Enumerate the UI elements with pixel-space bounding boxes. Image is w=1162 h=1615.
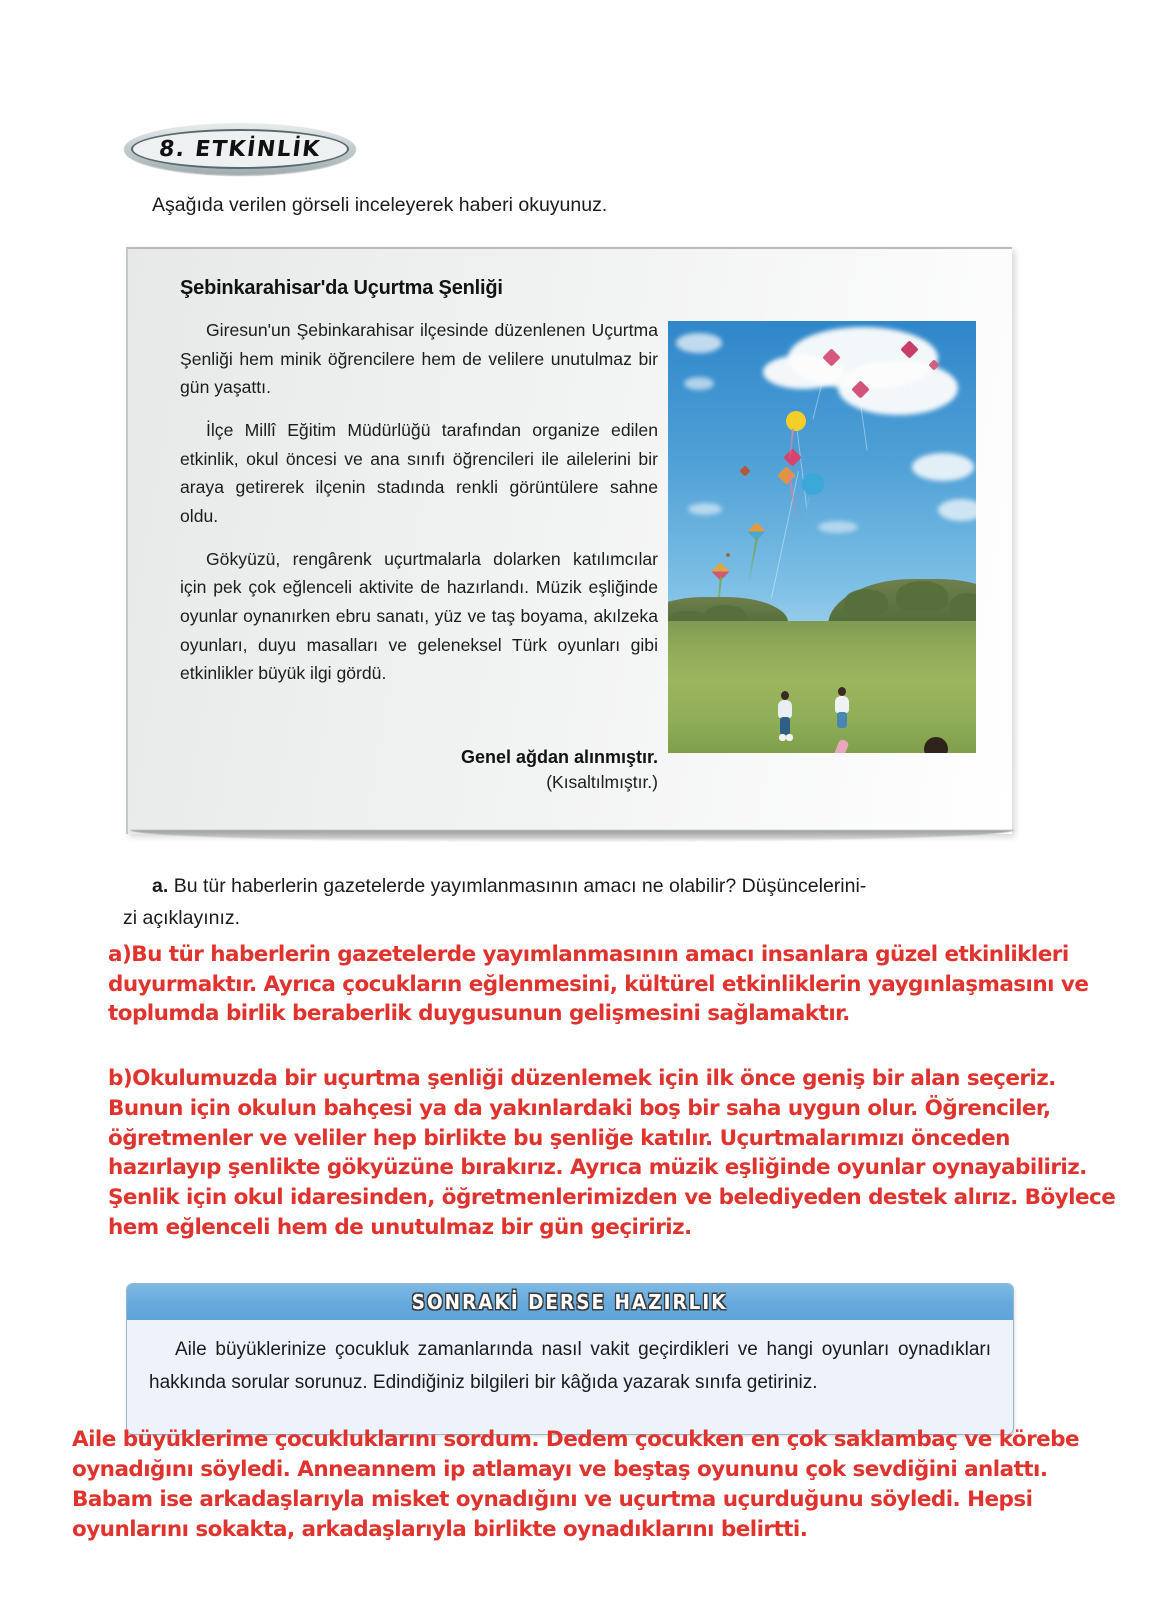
question-a-marker: a. [152,875,169,897]
kite-festival-photo [668,321,976,753]
prep-box-body: Aile büyüklerinize çocukluk zamanlarında nasıl vakit geçirdikleri ve hangi oyunları oynadıkları hakkında sorular sorunuz. Edindiğiniz bilgileri bir kâğıda yazarak sınıfa getiriniz. [149,1339,991,1393]
news-abbreviation: (Kısaltılmıştır.) [546,772,658,792]
cloud-icon [684,377,714,390]
cloud-icon [688,503,722,515]
cloud-icon [818,521,858,533]
news-credit [408,747,658,793]
news-article-text [180,277,658,702]
news-source: Genel ağdan alınmıştır. [460,747,658,767]
badge-inner-ring [131,129,349,169]
instruction-text: Aşağıda verilen görseli inceleyerek haberi okuyunuz. [152,194,608,216]
news-headline: Şebinkarahisar'da Uçurtma Şenliği [180,277,503,299]
question-a [123,872,1032,933]
cloud-icon [938,499,976,521]
question-a-line2: zi açıklayınız. [123,906,241,929]
student-answer-a: a)Bu tür haberlerin gazetelerde yayımlanmasının amacı insanlara güzel etkinlikleri duyurmaktır. Ayrıca çocukların eğlenmesini, kültürel etkinliklerin yaygınlaşmasını ve toplumda birlik beraberlik duygusunun gelişmesini sağlamaktır. [108,942,1089,1027]
question-a-line1: Bu tür haberlerin gazetelerde yayımlanmasının amacı ne olabilir? Düşüncelerini- [173,875,867,897]
news-paragraph-1: Giresun'un Şebinkarahisar ilçesinde düzenlenen Uçurtma Şenliği hem minik öğrencilere hem de velilere unutulmaz bir gün yaşattı. [180,320,658,398]
student-answer-prep: Aile büyüklerime çocukluklarını sordum. Dedem çocukken en çok saklambaç ve körebe oynadığını söyledi. Anneannem ip atlamayı ve beştaş oyununu çok sevdiğini anlattı. Babam ise arkadaşlarıyla misket oynadığını ve uçurtma uçurduğunu söyledi. Hepsi oyunlarını sokakta, arkadaşlarıyla birlikte oynadıklarını belirtti. [72,1427,1080,1543]
next-lesson-prep-box [126,1283,1014,1435]
prep-box-header [127,1284,1013,1320]
prep-box-title: SONRAKİ DERSE HAZIRLIK [412,1290,728,1314]
bush [950,593,976,617]
bush [844,589,888,615]
news-article-card [126,247,1012,834]
kite-yellow-round [786,411,806,431]
photo-grass-field [668,621,976,753]
kite-blue-round [802,473,824,495]
student-answer-b: b)Okulumuzda bir uçurtma şenliği düzenlemek için ilk önce geniş bir alan seçeriz. Bunun için okulun bahçesi ya da yakınlardaki boş bir saha uygun olur. Öğrenciler, öğretmenler ve veliler hep birlikte bu şenliğe katılır. Uçurtmalarımızı önceden hazırlayıp şenlikte gökyüzüne bırakırız. Ayrıca müzik eşliğinde oyunlar oynayabiliriz. Şenlik için okul idaresinden, öğretmenlerimizden ve belediyeden destek alırız. Böylece hem eğlenceli hem de unutulmaz bir gün geçiririz. [108,1066,1116,1240]
news-paragraph-2: İlçe Millî Eğitim Müdürlüğü tarafından organize edilen etkinlik, okul öncesi ve ana sınıfı öğrencileri ile ailelerini bir araya getirerek ilçenin stadında renkli görüntülere sahne oldu. [180,420,658,527]
activity-badge-label: 8. ETKİNLİK [157,136,323,162]
card-bottom-shadow [130,830,1014,842]
bush [896,581,948,611]
news-paragraph-3: Gökyüzü, rengârenk uçurtmalarla dolarken katılımcılar için pek çok eğlenceli aktivite de hazırlandı. Müzik eşliğinde oyunlar oynanırken ebru sanatı, yüz ve taş boyama, akılzeka oyunları, duyu masalları ve geleneksel Türk oyunları gibi etkinlikler büyük ilgi gördü. [180,548,658,684]
cloud-icon [676,333,722,353]
activity-badge [124,123,356,175]
cloud-icon [912,453,974,481]
